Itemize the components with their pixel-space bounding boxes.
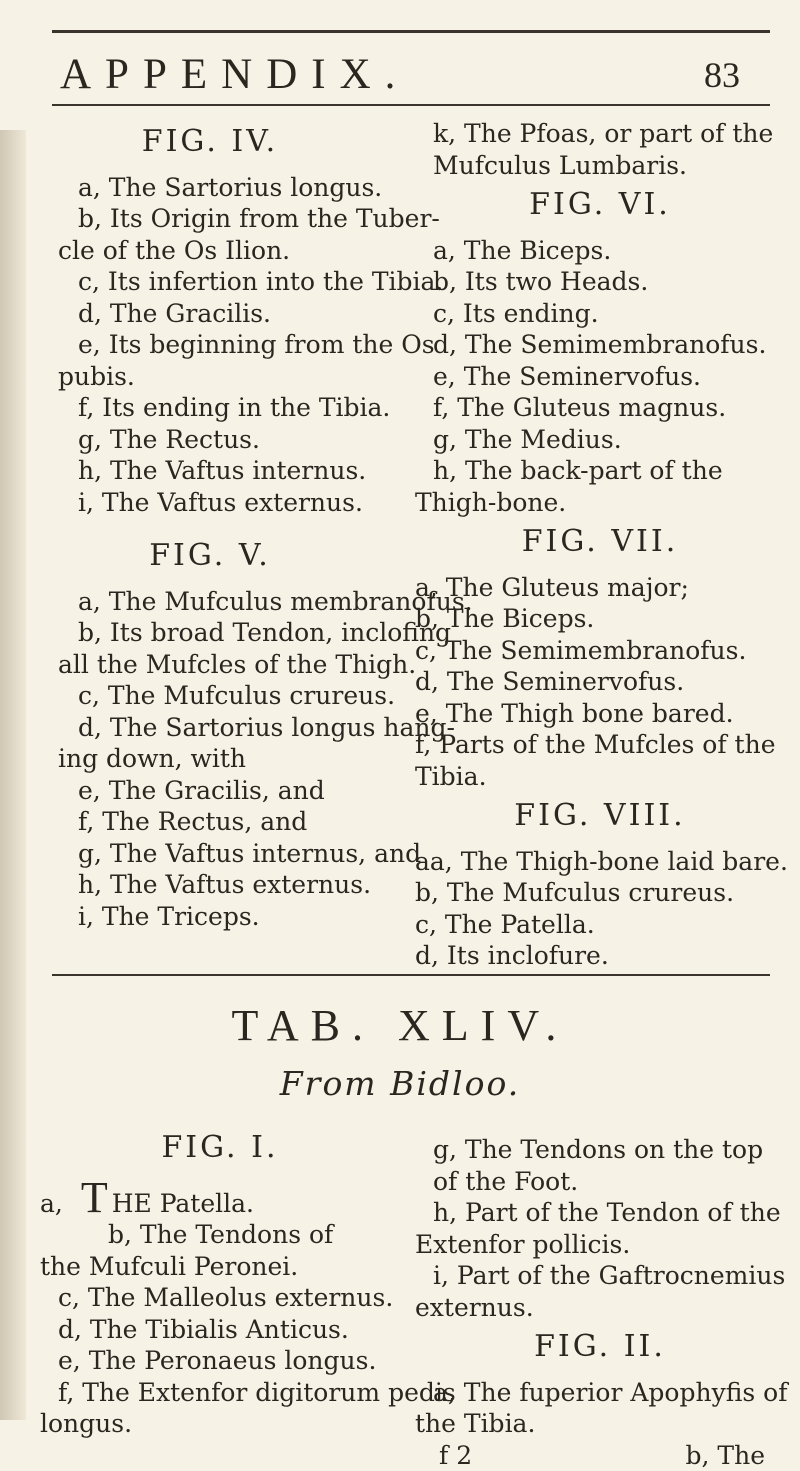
fig-6-line: c, Its ending. [415,298,785,330]
fig-6-line: a, The Biceps. [415,235,785,267]
fig-5-line: ing down, with [40,743,380,775]
fig-1-line: d, The Tibialis Anticus. [40,1314,400,1346]
right-column-bottom [415,1134,785,1471]
fig-1-line: f, The Extenfor digitorum pedis [40,1377,400,1409]
fig-7-line: e, The Thigh bone bared. [415,698,785,730]
fig-5-line: e, The Gracilis, and [40,775,380,807]
fig-5-line: f, The Rectus, and [40,806,380,838]
fig-4-line: e, Its beginning from the Os [40,329,380,361]
fig-7-line: b, The Biceps. [415,603,785,635]
continuation-line: g, The Tendons on the top [415,1134,785,1166]
fig-5-line: c, The Mufculus crureus. [40,680,380,712]
section-rule [52,974,770,976]
fig-1-line: c, The Malleolus externus. [40,1282,400,1314]
fig-5-line: g, The Vaftus internus, and [40,838,380,870]
fig-8-line: c, The Patella. [415,909,785,941]
fig-4-line: cle of the Os Ilion. [40,235,380,267]
drop-cap: T [81,1178,108,1218]
fig-6-line: g, The Medius. [415,424,785,456]
fig-6-line: e, The Seminervofus. [415,361,785,393]
fig-4-line: g, The Rectus. [40,424,380,456]
catchword: b, The [686,1440,765,1471]
fig-4-title: FIG. IV. [40,126,380,158]
fig-8-line: b, The Mufculus crureus. [415,877,785,909]
fig-6-line: b, Its two Heads. [415,266,785,298]
fig-7-line: f, Parts of the Mufcles of the [415,729,785,761]
continuation-line: h, Part of the Tendon of the [415,1197,785,1229]
fig-4-line: pubis. [40,361,380,393]
fig-8-title: FIG. VIII. [415,800,785,832]
fig-1-first-line: HE Patella. [112,1189,254,1218]
page-header [40,50,740,100]
fig-7-title: FIG. VII. [415,526,785,558]
fig-5-line: b, Its broad Tendon, inclofing [40,617,380,649]
fig-6-title: FIG. VI. [415,189,785,221]
fig-4-line: a, The Sartorius longus. [40,172,380,204]
plate-source: From Bidloo. [0,1064,800,1103]
fig-2-title: FIG. II. [415,1331,785,1363]
fig-2-line: the Tibia. [415,1408,785,1440]
fig-4-line: i, The Vaftus externus. [40,487,380,519]
fig-1-line: the Mufculi Peronei. [40,1251,400,1283]
header-rule [52,104,770,106]
fig-1-line: e, The Peronaeus longus. [40,1345,400,1377]
fig-6-line: d, The Semimembranofus. [415,329,785,361]
fig-4-line: b, Its Origin from the Tuber- [40,203,380,235]
fig-4-line: c, Its infertion into the Tibia. [40,266,380,298]
fig-8-line: d, Its inclofure. [415,940,785,972]
left-column-top [40,118,380,932]
fig-6-line: Thigh-bone. [415,487,785,519]
fig-7-line: c, The Semimembranofus. [415,635,785,667]
signature-mark: f 2 [439,1441,472,1470]
fig-5-title: FIG. V. [40,540,380,572]
fig-5-line: a, The Mufculus membranofus. [40,586,380,618]
fig-4-line: f, Its ending in the Tibia. [40,392,380,424]
fig-5-line: i, The Triceps. [40,901,380,933]
fig-1-line: b, The Tendons of [40,1219,400,1251]
fig-7-line: Tibia. [415,761,785,793]
running-title: APPENDIX. [60,50,409,99]
fig-1-first-entry [40,1178,400,1220]
fig-2-line: a, The fuperior Apophyfis of [415,1377,785,1409]
continuation-line: i, Part of the Gaftrocnemius [415,1260,785,1292]
fig-1-line: longus. [40,1408,400,1440]
fig-7-line: a, The Gluteus major; [415,572,785,604]
fig-5-line: d, The Sartorius longus hang- [40,712,380,744]
right-column-top [415,118,785,972]
page-edge-shadow [0,130,26,1420]
fig-5-line: h, The Vaftus externus. [40,869,380,901]
continuation-line: Extenfor pollicis. [415,1229,785,1261]
fig-1-title: FIG. I. [40,1132,400,1164]
fig-1-lead: a, [40,1189,63,1218]
plate-title: TAB. XLIV. [0,1000,800,1051]
fig-6-line: f, The Gluteus magnus. [415,392,785,424]
footer-line [415,1440,785,1471]
fig-7-line: d, The Seminervofus. [415,666,785,698]
fig-8-line: aa, The Thigh-bone laid bare. [415,846,785,878]
top-rule [52,30,770,33]
continuation-line: of the Foot. [415,1166,785,1198]
fig-4-line: h, The Vaftus internus. [40,455,380,487]
continuation-line: k, The Pfoas, or part of the [415,118,785,150]
left-column-bottom [40,1124,400,1440]
fig-4-line: d, The Gracilis. [40,298,380,330]
page-number: 83 [704,54,740,96]
fig-6-line: h, The back-part of the [415,455,785,487]
continuation-line: externus. [415,1292,785,1324]
fig-5-line: all the Mufcles of the Thigh. [40,649,380,681]
continuation-line: Mufculus Lumbaris. [415,150,785,182]
